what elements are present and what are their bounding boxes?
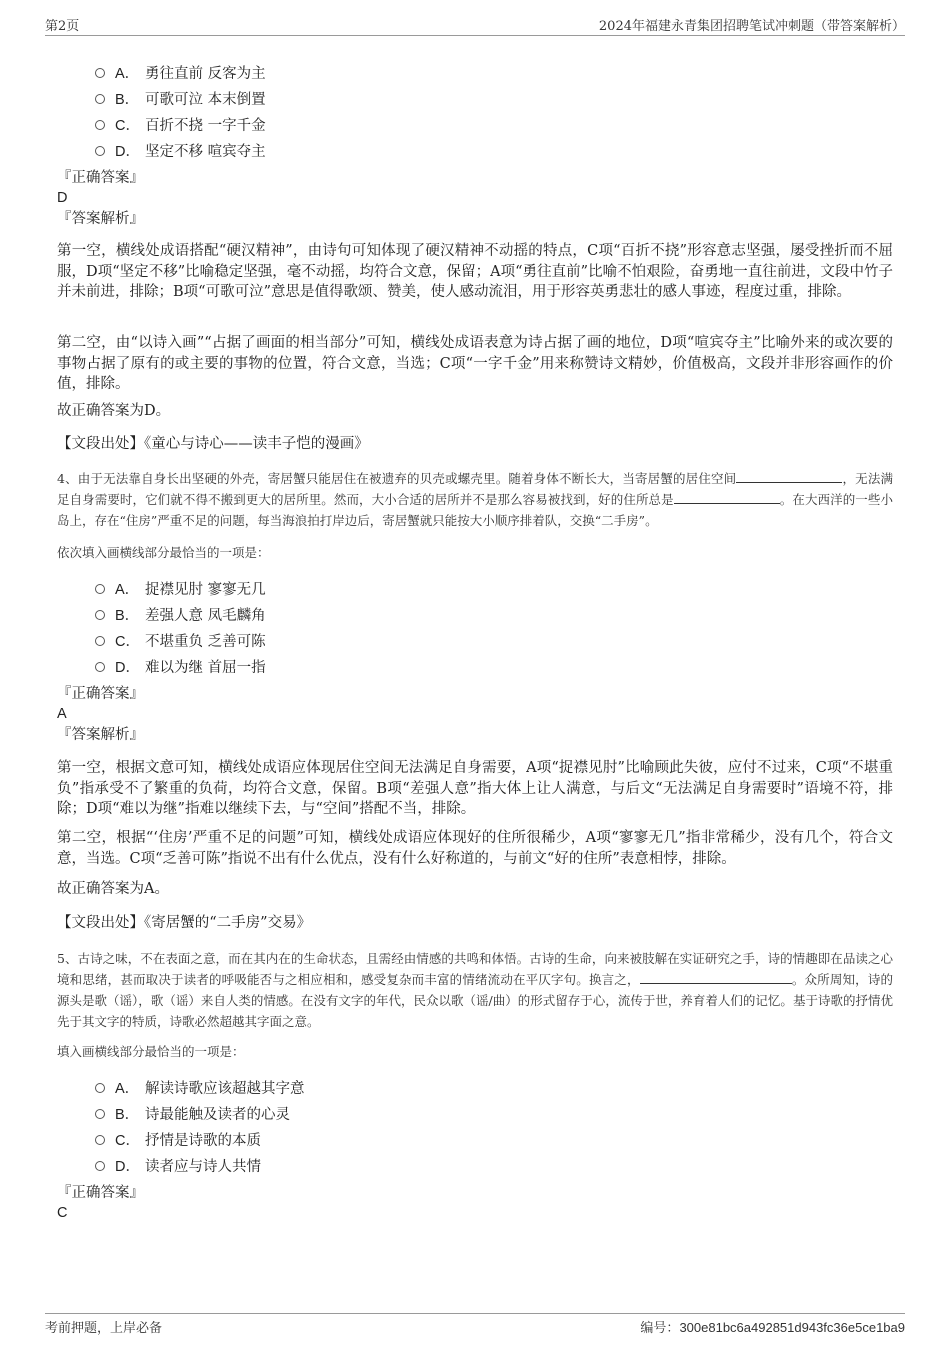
page-footer [45, 1313, 905, 1338]
q3-option-d[interactable]: D． 坚定不移 喧宾夺主 [95, 139, 266, 165]
q3-answer-label: 『正确答案』 [57, 170, 144, 186]
q3-option-c[interactable]: C． 百折不挠 一字千金 [95, 113, 266, 139]
q4-analysis-conclusion: 故正确答案为A。 [57, 881, 169, 897]
q4-analysis-paragraph-1: 第一空，根据文意可知，横线处成语应体现居住空间无法满足自身需要，A项“捉襟见肘”比喻顾此失彼，应付不过来，C项“不堪重负”指承受不了繁重的负荷，均符合文意，保留。B项“差强人意”指大体上让人满意，与后文“无法满足自身需要时”语境不符，排除；D项“难以为继”指难以继续下去，与“空间”搭配不当，排除。 [57, 760, 893, 817]
q4-blank-1 [736, 470, 842, 483]
radio-icon[interactable] [95, 146, 105, 156]
q4-option-d[interactable]: D． 难以为继 首屈一指 [95, 655, 266, 681]
radio-icon[interactable] [95, 68, 105, 78]
q5-option-d[interactable]: D． 读者应与诗人共情 [95, 1154, 305, 1180]
q3-analysis-label: 『答案解析』 [57, 211, 144, 227]
radio-icon[interactable] [95, 1109, 105, 1119]
radio-icon[interactable] [95, 662, 105, 672]
q5-answer-label: 『正确答案』 [57, 1185, 144, 1201]
q5-option-a[interactable]: A． 解读诗歌应该超越其字意 [95, 1076, 305, 1102]
q3-analysis-paragraph-1: 第一空，横线处成语搭配“硬汉精神”，由诗句可知体现了硬汉精神不动摇的特点，C项“百折不挠”形容意志坚强，屡受挫折而不屈服，D项“坚定不移”比喻稳定坚强，毫不动摇，均符合文意，保留；A项“勇往直前”比喻不怕艰险，奋勇地一直往前进，文段中竹子并未前进，排除；B项“可歌可泣”意思是值得歌颂、赞美，使人感动流泪，用于形容英勇悲壮的感人事迹，程度过重，排除。 [57, 243, 893, 300]
radio-icon[interactable] [95, 584, 105, 594]
q5-option-b[interactable]: B． 诗最能触及读者的心灵 [95, 1102, 305, 1128]
document-code: 编号：300e81bc6a492851d943fc36e5ce1ba9 [640, 1320, 905, 1336]
q4-prompt: 依次填入画横线部分最恰当的一项是： [57, 545, 270, 560]
q4-analysis-paragraph-2: 第二空，根据“‘住房’严重不足的问题”可知，横线处成语应体现好的住所很稀少，A项“寥寥无几”指非常稀少，没有几个，符合文意，当选。C项“乏善可陈”指说不出有什么优点，没有什么好称道的，与前文“好的住所”表意相悖，排除。 [57, 830, 893, 867]
q3-answer: D [57, 190, 68, 206]
q5-stem: 5、古诗之味，不在表面之意，而在其内在的生命状态，且需经由情感的共鸣和体悟。古诗的生命，向来被肢解在实证研究之手，诗的情趣即在品读之心境和思绪，甚而取决于读者的呼吸能否与之相应相和，感受复杂而丰富的情绪流动在平仄字句。换言之， 。众所周知，诗的源头是歌（谣），歌（谣）来自人类的情感。在没有文字的年代，民众以歌（谣/曲）的形式留存于心，流传于世，养育着人们的记忆。基于诗歌的抒情优先于其文字的特质，诗歌必然超越其字面之意。 [57, 951, 893, 1029]
q3-analysis-conclusion: 故正确答案为D。 [57, 403, 171, 419]
q3-source: 【文段出处】《童心与诗心——读丰子恺的漫画》 [57, 436, 369, 452]
q4-answer-label: 『正确答案』 [57, 686, 144, 702]
q3-option-a[interactable]: A． 勇往直前 反客为主 [95, 61, 266, 87]
q4-options [95, 577, 266, 681]
radio-icon[interactable] [95, 636, 105, 646]
radio-icon[interactable] [95, 1083, 105, 1093]
q5-options [95, 1076, 305, 1180]
q4-answer: A [57, 706, 67, 722]
page-number: 第2页 [45, 19, 80, 34]
q3-option-b[interactable]: B． 可歌可泣 本末倒置 [95, 87, 266, 113]
q5-blank [640, 971, 792, 984]
radio-icon[interactable] [95, 610, 105, 620]
q3-analysis-paragraph-2: 第二空，由“以诗入画”“占据了画面的相当部分”可知，横线处成语表意为诗占据了画的地位，D项“喧宾夺主”比喻外来的或次要的事物占据了原有的或主要的事物的位置，符合文意，当选；C项“一字千金”用来称赞诗文精妙，价值极高，文段并非形容画作的价值，排除。 [57, 335, 893, 392]
q5-prompt: 填入画横线部分最恰当的一项是： [57, 1044, 245, 1059]
q3-options [95, 61, 266, 165]
q4-option-b[interactable]: B． 差强人意 凤毛麟角 [95, 603, 266, 629]
radio-icon[interactable] [95, 1161, 105, 1171]
radio-icon[interactable] [95, 1135, 105, 1145]
q4-option-a[interactable]: A． 捉襟见肘 寥寥无几 [95, 577, 266, 603]
q5-option-c[interactable]: C． 抒情是诗歌的本质 [95, 1128, 305, 1154]
page-header [45, 13, 905, 36]
footer-note: 考前押题，上岸必备 [45, 1321, 163, 1336]
q4-stem: 4、由于无法靠自身长出坚硬的外壳，寄居蟹只能居住在被遗弃的贝壳或螺壳里。随着身体不断长大，当寄居蟹的居住空间 ，无法满足自身需要时，它们就不得不搬到更大的居所里。然而，大小合适的居所并不是那么容易被找到，好的住所总是 。在大西洋的一些小岛上，存在“住房”严重不足的问题，每当海浪拍打岸边后，寄居蟹就只能按大小顺序排着队，交换“二手房”。 [57, 471, 893, 528]
document-title: 2024年福建永青集团招聘笔试冲刺题（带答案解析） [598, 19, 905, 34]
radio-icon[interactable] [95, 94, 105, 104]
q4-option-c[interactable]: C． 不堪重负 乏善可陈 [95, 629, 266, 655]
q4-source: 【文段出处】《寄居蟹的“二手房”交易》 [57, 915, 312, 931]
radio-icon[interactable] [95, 120, 105, 130]
q4-blank-2 [674, 491, 780, 504]
q5-answer: C [57, 1205, 68, 1221]
q4-analysis-label: 『答案解析』 [57, 727, 144, 743]
